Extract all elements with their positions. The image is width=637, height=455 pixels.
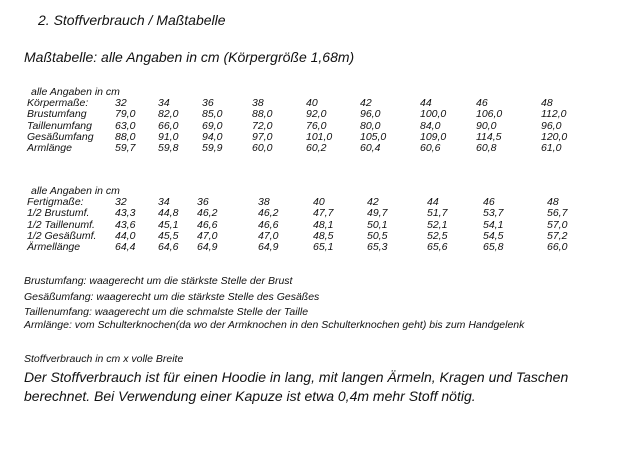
table-cell: 66,0 xyxy=(547,241,568,254)
table-cell: 48,5 xyxy=(313,229,334,242)
table-cell: 45,5 xyxy=(158,229,179,242)
note-bust: Brustumfang: waagerecht um die stärkste Stelle der Brust xyxy=(24,275,293,287)
section-heading: 2. Stoffverbrauch / Maßtabelle xyxy=(38,12,226,28)
table-cell: 96,0 xyxy=(541,119,562,132)
table-cell: 100,0 xyxy=(420,108,447,121)
table-cell: 120,0 xyxy=(541,130,568,143)
table-cell: 64,4 xyxy=(115,241,136,254)
table-cell: 57,0 xyxy=(547,218,568,231)
table-cell: 84,0 xyxy=(420,119,441,132)
table-cell: 56,7 xyxy=(547,207,568,220)
table-cell: 69,0 xyxy=(202,119,223,132)
row-label: 1/2 Brustumf. xyxy=(27,207,90,220)
table-cell: 114,5 xyxy=(476,130,502,143)
size-header: 38 xyxy=(252,97,264,109)
table-cell: 57,2 xyxy=(547,229,568,242)
table-cell: 53,7 xyxy=(483,207,504,220)
size-header: 36 xyxy=(202,97,214,109)
table-cell: 45,1 xyxy=(158,218,179,231)
table-cell: 52,1 xyxy=(427,218,448,231)
note-waist: Taillenumfang: waagerecht um die schmalste Stelle der Taille xyxy=(24,306,309,318)
row-label: 1/2 Taillenumf. xyxy=(27,218,95,231)
table-cell: 50,1 xyxy=(367,218,388,231)
size-header: 36 xyxy=(197,196,209,208)
table-cell: 79,0 xyxy=(115,108,136,121)
row-label: 1/2 Gesäßumf. xyxy=(27,229,97,242)
table-cell: 43,3 xyxy=(115,207,136,220)
size-header: 48 xyxy=(547,196,559,208)
table-cell: 65,6 xyxy=(427,241,448,254)
table-cell: 82,0 xyxy=(158,108,179,121)
table-cell: 47,0 xyxy=(258,229,279,242)
unit-note: alle Angaben in cm xyxy=(31,185,120,197)
table-cell: 66,0 xyxy=(158,119,179,132)
unit-note: alle Angaben in cm xyxy=(31,86,120,98)
size-header: 34 xyxy=(158,196,170,208)
table-subtitle: Maßtabelle: alle Angaben in cm (Körpergröße 1,68m) xyxy=(24,49,355,65)
row-label: Gesäßumfang xyxy=(27,130,94,143)
row-label: Armlänge xyxy=(27,142,72,155)
table-cell: 60,4 xyxy=(360,142,381,155)
table-cell: 109,0 xyxy=(420,130,447,143)
table-cell: 106,0 xyxy=(476,108,503,121)
table-cell: 54,1 xyxy=(483,218,504,231)
table-cell: 101,0 xyxy=(306,130,333,143)
table-cell: 76,0 xyxy=(306,119,327,132)
table-cell: 94,0 xyxy=(202,130,223,143)
table-cell: 49,7 xyxy=(367,207,388,220)
table-cell: 51,7 xyxy=(427,207,448,220)
size-header: 38 xyxy=(258,196,270,208)
table-cell: 46,2 xyxy=(258,207,279,220)
table-cell: 65,3 xyxy=(367,241,388,254)
row-label: Ärmellänge xyxy=(27,241,81,254)
size-header: 42 xyxy=(360,97,372,109)
table-cell: 60,8 xyxy=(476,142,497,155)
table-cell: 65,1 xyxy=(313,241,334,254)
row-label: Körpermaße: xyxy=(27,97,89,109)
table-cell: 90,0 xyxy=(476,119,497,132)
table-cell: 59,9 xyxy=(202,142,223,155)
table-cell: 91,0 xyxy=(158,130,179,143)
table-cell: 44,0 xyxy=(115,229,136,242)
table-cell: 92,0 xyxy=(306,108,327,121)
table-cell: 59,7 xyxy=(115,142,136,155)
size-header: 32 xyxy=(115,196,127,208)
table-cell: 50,5 xyxy=(367,229,388,242)
table-cell: 105,0 xyxy=(360,130,387,143)
table-cell: 61,0 xyxy=(541,142,562,155)
table-cell: 96,0 xyxy=(360,108,381,121)
size-header: 48 xyxy=(541,97,553,109)
table-cell: 88,0 xyxy=(252,108,273,121)
table-cell: 88,0 xyxy=(115,130,136,143)
table-cell: 112,0 xyxy=(541,108,567,121)
table-cell: 54,5 xyxy=(483,229,504,242)
table-cell: 46,2 xyxy=(197,207,218,220)
size-header: 46 xyxy=(476,97,488,109)
table-cell: 64,9 xyxy=(258,241,279,254)
table-cell: 63,0 xyxy=(115,119,136,132)
table-cell: 52,5 xyxy=(427,229,448,242)
fabric-usage-text: Der Stoffverbrauch ist für einen Hoodie in lang, mit langen Ärmeln, Kragen und Taschen berechnet. Bei Verwendung einer Kapuze ist etwa 0,4m mehr Stoff nötig. xyxy=(24,369,569,404)
note-hip: Gesäßumfang: waagerecht um die stärkste Stelle des Gesäßes xyxy=(24,291,320,303)
size-header: 46 xyxy=(483,196,495,208)
table-cell: 44,8 xyxy=(158,207,179,220)
table-cell: 80,0 xyxy=(360,119,381,132)
size-header: 44 xyxy=(427,196,439,208)
row-label: Taillenumfang xyxy=(27,119,92,132)
fabric-usage-label: Stoffverbrauch in cm x volle Breite xyxy=(24,353,184,365)
table-cell: 64,6 xyxy=(158,241,179,254)
table-cell: 97,0 xyxy=(252,130,273,143)
size-header: 40 xyxy=(306,97,318,109)
table-cell: 60,0 xyxy=(252,142,273,155)
table-cell: 48,1 xyxy=(313,218,334,231)
table-cell: 64,9 xyxy=(197,241,218,254)
table-cell: 60,6 xyxy=(420,142,441,155)
table-cell: 59,8 xyxy=(158,142,179,155)
table-cell: 65,8 xyxy=(483,241,504,254)
table-cell: 85,0 xyxy=(202,108,223,121)
note-arm: Armlänge: vom Schulterknochen(da wo der Armknochen in den Schulterknochen geht) bis zum Handgelenk xyxy=(24,319,525,331)
size-header: 34 xyxy=(158,97,170,109)
table-cell: 47,0 xyxy=(197,229,218,242)
table-cell: 72,0 xyxy=(252,119,273,132)
size-header: 42 xyxy=(367,196,379,208)
table-cell: 60,2 xyxy=(306,142,327,155)
size-header: 40 xyxy=(313,196,325,208)
table-cell: 47,7 xyxy=(313,207,334,220)
table-cell: 46,6 xyxy=(258,218,279,231)
size-header: 44 xyxy=(420,97,432,109)
row-label: Brustumfang xyxy=(27,108,87,121)
table-cell: 43,6 xyxy=(115,218,136,231)
size-header: 32 xyxy=(115,97,127,109)
row-label: Fertigmaße: xyxy=(27,196,84,208)
table-cell: 46,6 xyxy=(197,218,218,231)
